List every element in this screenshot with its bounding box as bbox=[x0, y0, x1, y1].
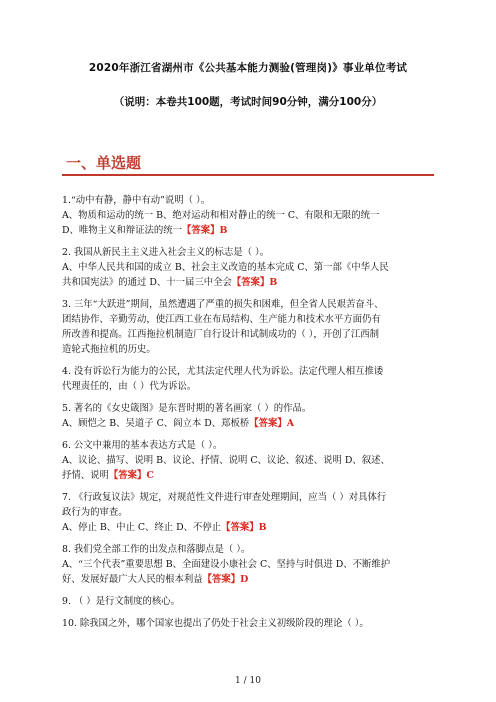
question-text: 共和国宪法》的通过 D、十一届三中全会 bbox=[62, 277, 232, 288]
question-text: A、“三个代表”重要思想 B、全面建设小康社会 C、坚持与时俱进 D、不断维护 bbox=[62, 559, 391, 570]
question-line bbox=[62, 275, 436, 290]
question-text: 9. （ ）是行文制度的核心。 bbox=[62, 596, 181, 607]
question-line bbox=[62, 245, 436, 260]
question-text: 7. 《行政复议法》规定，对规范性文件进行审查处理期间，应当（ ）对具体行 bbox=[62, 492, 387, 503]
answer-label: 【答案】D bbox=[202, 574, 249, 585]
question-text: 抒情、说明 bbox=[62, 470, 109, 481]
question-item bbox=[62, 490, 436, 535]
question-item bbox=[62, 616, 436, 631]
question-line bbox=[62, 364, 436, 379]
question-text: 所改善和提高。江西拖拉机制造厂自行设计和试制成功的（ ），开创了江西制 bbox=[62, 329, 380, 340]
question-line bbox=[62, 312, 436, 327]
question-line bbox=[62, 342, 436, 357]
question-line bbox=[62, 572, 436, 587]
question-line bbox=[62, 193, 436, 208]
question-list bbox=[62, 193, 436, 638]
question-text: 5. 著名的《女史箴图》是东晋时期的著名画家（ ）的作品。 bbox=[62, 403, 312, 414]
answer-label: 【答案】C bbox=[108, 470, 154, 481]
answer-label: 【答案】A bbox=[249, 418, 295, 429]
question-line bbox=[62, 520, 436, 535]
question-text: A、顾恺之 B、吴道子 C、阎立本 D、郑板桥 bbox=[62, 418, 250, 429]
question-text: 3. 三年“大跃进”期间，虽然遭遇了严重的损失和困难，但全省人民艰苦奋斗、 bbox=[62, 299, 384, 310]
exam-title: 2020年浙江省湖州市《公共基本能力测验(管理岗)》事业单位考试 bbox=[88, 62, 408, 74]
question-line bbox=[62, 438, 436, 453]
question-item bbox=[62, 364, 436, 394]
question-line bbox=[62, 297, 436, 312]
answer-label: 【答案】B bbox=[221, 522, 267, 533]
question-text: 团结协作、辛勤劳动，使江西工业在布局结构、生产能力和技术水平方面仍有 bbox=[62, 314, 381, 325]
section-heading: 一、单选题 bbox=[66, 154, 142, 172]
question-line bbox=[62, 542, 436, 557]
question-line bbox=[62, 594, 436, 609]
question-text: 10. 除我国之外，哪个国家也提出了仍处于社会主义初级阶段的理论（ ）。 bbox=[62, 618, 369, 629]
question-item bbox=[62, 193, 436, 238]
question-line bbox=[62, 401, 436, 416]
question-item bbox=[62, 438, 436, 483]
page-number: 1 / 10 bbox=[235, 676, 261, 686]
question-text: 1.“动中有静，静中有动”说明（ ）。 bbox=[62, 195, 211, 206]
question-item bbox=[62, 401, 436, 431]
question-text: 政行为的审查。 bbox=[62, 507, 128, 518]
answer-label: 【答案】B bbox=[182, 225, 228, 236]
question-text: 2. 我国从新民主主义进入社会主义的标志是（ ）。 bbox=[62, 247, 270, 258]
question-line bbox=[62, 616, 436, 631]
question-line bbox=[62, 379, 436, 394]
question-line bbox=[62, 223, 436, 238]
question-line bbox=[62, 416, 436, 431]
question-item bbox=[62, 542, 436, 587]
question-line bbox=[62, 490, 436, 505]
answer-label: 【答案】B bbox=[231, 277, 278, 288]
question-text: A、物质和运动的统一 B、绝对运动和相对静止的统一 C、有限和无限的统一 bbox=[62, 210, 380, 221]
question-line bbox=[62, 505, 436, 520]
question-item bbox=[62, 297, 436, 357]
question-text: 6. 公文中兼用的基本表达方式是（ ）。 bbox=[62, 440, 223, 451]
question-line bbox=[62, 208, 436, 223]
question-text: 代理责任的，由（ ）代为诉讼。 bbox=[62, 381, 197, 392]
question-line bbox=[62, 453, 436, 468]
question-text: 4. 没有诉讼行为能力的公民，尤其法定代理人代为诉讼。法定代理人相互推诿 bbox=[62, 366, 384, 377]
question-text: A、议论、描写、说明 B、议论、抒情、说明 C、议论、叙述、说明 D、叙述、 bbox=[62, 455, 390, 466]
exam-instructions: （说明：本卷共100题，考试时间90分钟，满分100分） bbox=[113, 96, 383, 108]
question-text: A、中华人民共和国的成立 B、社会主义改造的基本完成 C、第一部《中华人民 bbox=[62, 262, 389, 273]
question-line bbox=[62, 327, 436, 342]
question-text: A、停止 B、中止 C、终止 D、不停止 bbox=[62, 522, 222, 533]
question-item bbox=[62, 594, 436, 609]
question-text: 8. 我们党全部工作的出发点和落脚点是（ ）。 bbox=[62, 544, 251, 555]
question-line bbox=[62, 557, 436, 572]
question-text: 好、发展好最广大人民的根本利益 bbox=[62, 574, 203, 585]
question-item bbox=[62, 245, 436, 290]
question-text: 造轮式拖拉机的历史。 bbox=[62, 344, 156, 355]
question-text: D、唯物主义和辩证法的统一 bbox=[62, 225, 183, 236]
question-line bbox=[62, 468, 436, 483]
question-line bbox=[62, 260, 436, 275]
section-divider bbox=[62, 174, 434, 176]
